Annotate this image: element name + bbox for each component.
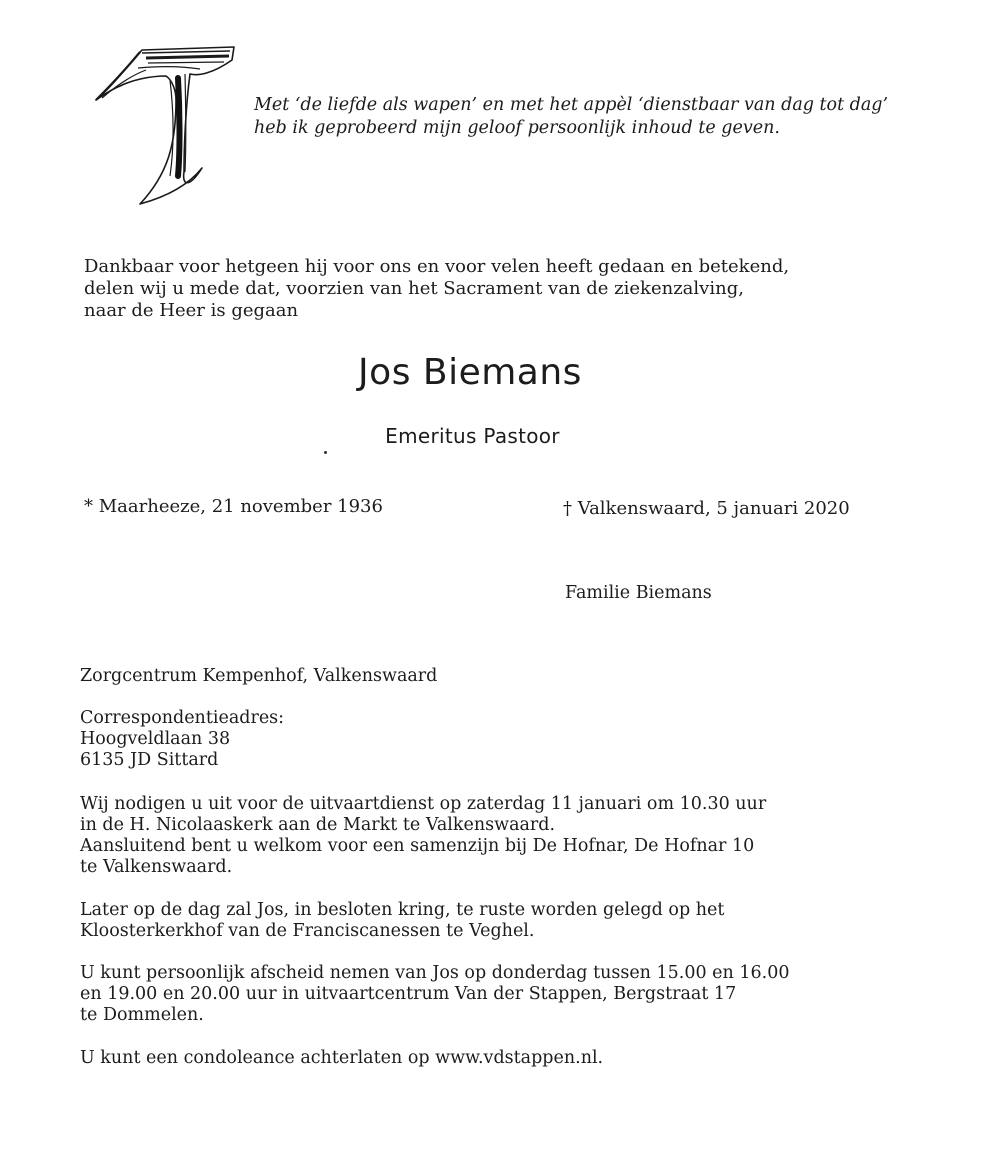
farewell-paragraph xyxy=(80,963,940,1026)
motto-quote xyxy=(254,94,934,140)
farewell-line-3: te Dommelen. xyxy=(80,1005,204,1025)
condolence-paragraph xyxy=(80,1048,940,1069)
deceased-name: Jos Biemans xyxy=(358,352,582,393)
death-date: † Valkenswaard, 5 januari 2020 xyxy=(563,498,850,519)
family-signature: Familie Biemans xyxy=(565,583,712,603)
address-city: 6135 JD Sittard xyxy=(80,750,219,770)
address-label: Correspondentieadres: xyxy=(80,708,285,728)
condolence-line-1: U kunt een condoleance achterlaten op www.vdstappen.nl. xyxy=(80,1048,604,1068)
deceased-title: Emeritus Pastoor xyxy=(385,424,560,448)
motto-line-2: heb ik geprobeerd mijn geloof persoonlijk inhoud te geven. xyxy=(254,118,780,138)
location-line: Zorgcentrum Kempenhof, Valkenswaard xyxy=(80,666,438,686)
tau-cross-icon xyxy=(90,44,240,206)
address-street: Hoogveldlaan 38 xyxy=(80,729,231,749)
birth-date: * Maarheeze, 21 november 1936 xyxy=(84,496,383,517)
burial-line-2: Kloosterkerkhof van de Franciscanessen te Veghel. xyxy=(80,921,535,941)
intro-text xyxy=(84,256,904,322)
service-line-2: in de H. Nicolaaskerk aan de Markt te Valkenswaard. xyxy=(80,815,556,835)
intro-line-2: delen wij u mede dat, voorzien van het Sacrament van de ziekenzalving, xyxy=(84,278,744,299)
correspondence-address xyxy=(80,708,940,771)
intro-line-3: naar de Heer is gegaan xyxy=(84,300,299,321)
service-paragraph xyxy=(80,794,940,878)
intro-line-1: Dankbaar voor hetgeen hij voor ons en voor velen heeft gedaan en betekend, xyxy=(84,256,790,277)
motto-line-1: Met ‘de liefde als wapen’ en met het appèl ‘dienstbaar van dag tot dag’ xyxy=(254,95,889,115)
service-line-4: te Valkenswaard. xyxy=(80,857,233,877)
farewell-line-1: U kunt persoonlijk afscheid nemen van Jos op donderdag tussen 15.00 en 16.00 xyxy=(80,963,790,983)
burial-line-1: Later op de dag zal Jos, in besloten kring, te ruste worden gelegd op het xyxy=(80,900,725,920)
burial-paragraph xyxy=(80,900,940,942)
farewell-line-2: en 19.00 en 20.00 uur in uitvaartcentrum Van der Stappen, Bergstraat 17 xyxy=(80,984,737,1004)
service-line-1: Wij nodigen u uit voor de uitvaartdienst op zaterdag 11 januari om 10.30 uur xyxy=(80,794,767,814)
location-paragraph xyxy=(80,666,940,687)
scan-speck xyxy=(324,451,327,454)
service-line-3: Aansluitend bent u welkom voor een samenzijn bij De Hofnar, De Hofnar 10 xyxy=(80,836,755,856)
